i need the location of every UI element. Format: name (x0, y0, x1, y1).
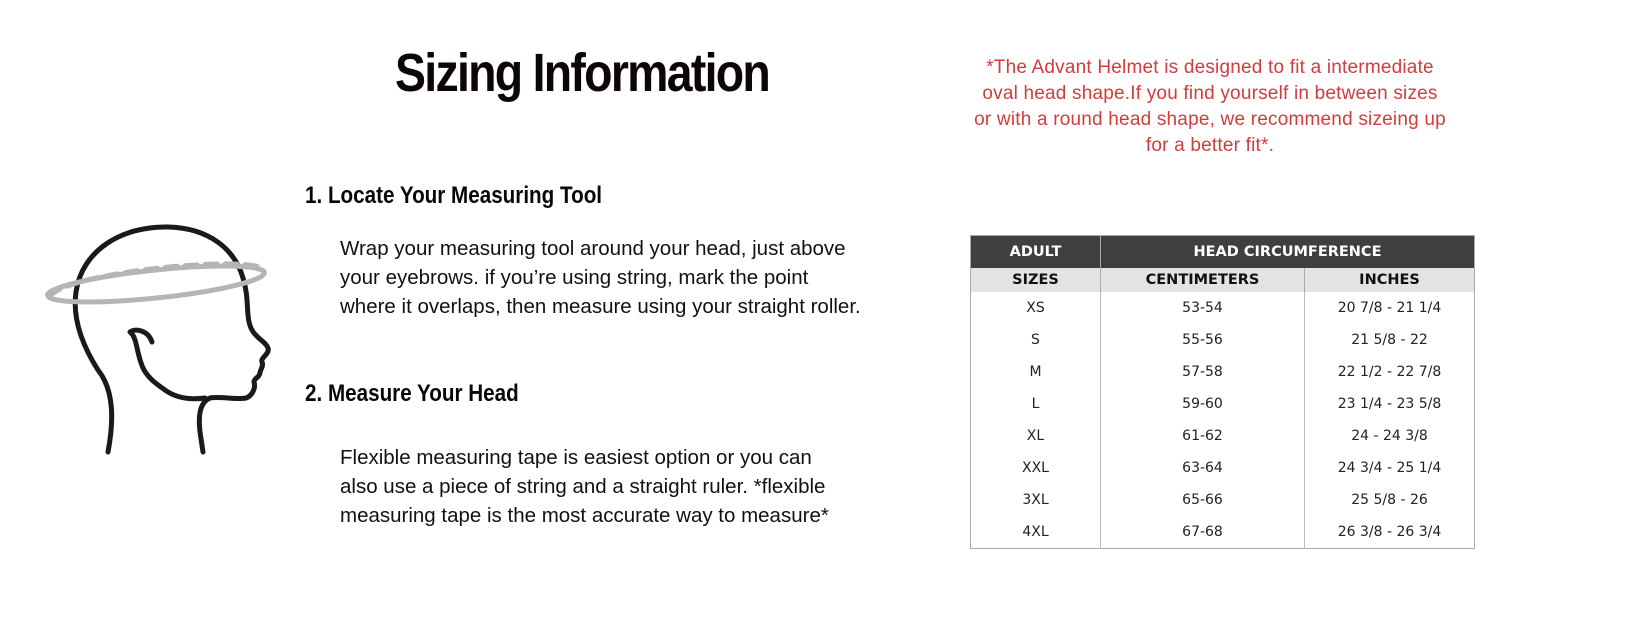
centimeters-cell: 57-58 (1101, 356, 1305, 388)
size-cell: 3XL (971, 484, 1101, 516)
inches-cell: 21 5/8 - 22 (1351, 332, 1428, 348)
header-centimeters: CENTIMETERS (1101, 268, 1305, 292)
table-row (971, 388, 1475, 420)
disclaimer-line: *The Advant Helmet is designed to fit a intermediate (986, 57, 1434, 78)
header-inches: INCHES (1305, 268, 1475, 292)
jaw-outline (165, 390, 205, 399)
table-row (971, 516, 1475, 549)
size-chart (970, 235, 1474, 549)
step-2-line: Flexible measuring tape is easiest option or you can (340, 446, 812, 469)
size-cell: XL (971, 420, 1101, 452)
centimeters-cell: 59-60 (1101, 388, 1305, 420)
step-1-line: where it overlaps, then measure using your straight roller. (340, 295, 861, 318)
inches-cell: 23 1/4 - 23 5/8 (1337, 396, 1442, 412)
inches-cell: 22 1/2 - 22 7/8 (1337, 364, 1442, 380)
disclaimer-line: or with a round head shape, we recommend sizeing up (974, 109, 1446, 130)
size-table (970, 235, 1475, 549)
table-row (971, 356, 1475, 388)
step-1-line: Wrap your measuring tool around your head, just above (340, 237, 846, 260)
inches-cell: 24 - 24 3/8 (1351, 428, 1428, 444)
disclaimer-line: oval head shape.If you find yourself in between sizes (982, 83, 1438, 104)
step-2-line: also use a piece of string and a straight ruler. *flexible (340, 475, 826, 498)
step-1-text (340, 234, 940, 321)
table-row (971, 452, 1475, 484)
table-row (971, 324, 1475, 356)
step-2-heading: 2. Measure Your Head (305, 380, 519, 407)
size-cell: XXL (971, 452, 1101, 484)
inches-cell: 24 3/4 - 25 1/4 (1337, 460, 1442, 476)
table-subheader-row (971, 268, 1475, 292)
step-1-heading: 1. Locate Your Measuring Tool (305, 182, 603, 209)
size-cell: S (971, 324, 1101, 356)
page-title: Sizing Information (395, 43, 770, 103)
size-cell: M (971, 356, 1101, 388)
centimeters-cell: 61-62 (1101, 420, 1305, 452)
centimeters-cell: 53-54 (1101, 292, 1305, 324)
size-cell: 4XL (971, 516, 1101, 549)
header-sizes: SIZES (971, 268, 1101, 292)
step-1-line: your eyebrows. if you’re using string, mark the point (340, 266, 809, 289)
size-cell: XS (971, 292, 1101, 324)
step-2-text (340, 443, 940, 530)
inches-cell: 20 7/8 - 21 1/4 (1337, 300, 1442, 316)
inches-cell: 25 5/8 - 26 (1351, 492, 1428, 508)
step-2-line: measuring tape is the most accurate way to measure* (340, 504, 829, 527)
head-outline (75, 227, 268, 452)
centimeters-cell: 65-66 (1101, 484, 1305, 516)
head-measurement-icon (40, 220, 285, 460)
table-row (971, 292, 1475, 324)
header-adult: ADULT (971, 236, 1101, 269)
centimeters-cell: 67-68 (1101, 516, 1305, 549)
ear-outline (130, 330, 165, 390)
centimeters-cell: 63-64 (1101, 452, 1305, 484)
size-cell: L (971, 388, 1101, 420)
centimeters-cell: 55-56 (1101, 324, 1305, 356)
table-row (971, 484, 1475, 516)
fit-disclaimer (960, 55, 1460, 159)
table-row (971, 420, 1475, 452)
disclaimer-line: for a better fit*. (1145, 135, 1275, 156)
header-head-circumference: HEAD CIRCUMFERENCE (1101, 236, 1475, 269)
table-header-row (971, 236, 1475, 269)
inches-cell: 26 3/8 - 26 3/4 (1337, 524, 1442, 540)
